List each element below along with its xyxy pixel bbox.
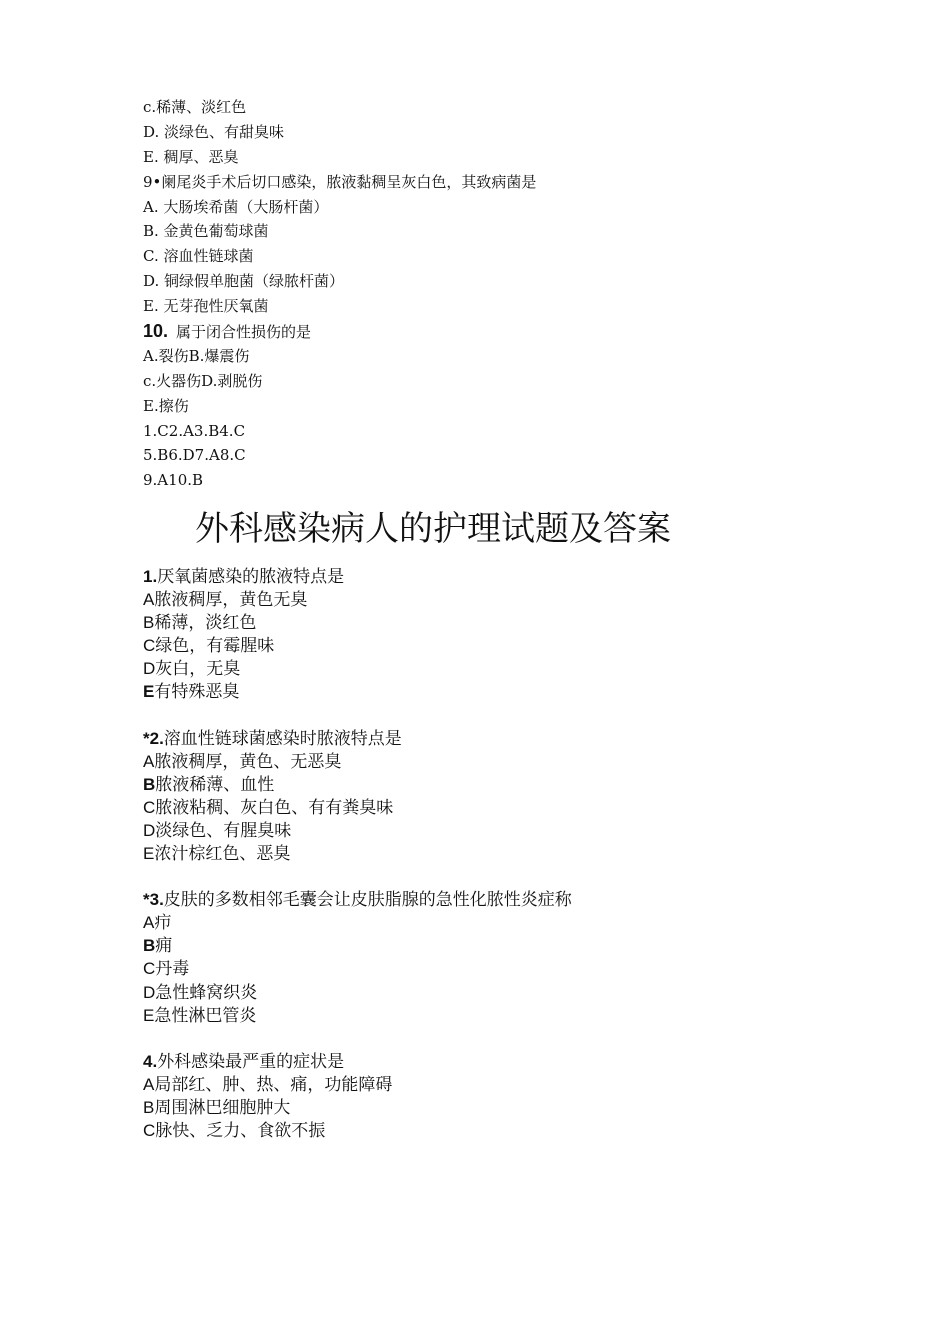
option-label: A (143, 1074, 155, 1094)
answer-key-line: 5.B6.D7.A8.C (143, 446, 246, 465)
option-line (143, 1119, 863, 1142)
option-line: D. 铜绿假单胞菌（绿脓杆菌） (143, 272, 345, 291)
option-text: 痈 (155, 936, 173, 957)
option-label: C (143, 636, 156, 656)
option-label: B (143, 774, 156, 794)
question-9: 9•阑尾炎手术后切口感染，脓液黏稠呈灰白色，其致病菌是 (143, 172, 537, 191)
question-number: 4. (143, 1051, 158, 1071)
option-line (143, 819, 863, 842)
question-line (143, 565, 863, 588)
option-label: E (143, 682, 155, 702)
option-label: C (143, 1120, 156, 1140)
question-block (143, 888, 863, 1027)
option-text: 急性淋巴管炎 (154, 1005, 257, 1026)
option-line (143, 634, 863, 657)
option-line: A. 大肠埃希菌（大肠杆菌） (143, 197, 329, 216)
question-number: *3. (143, 890, 164, 910)
question-number: *2. (143, 728, 164, 748)
option-line (143, 934, 863, 957)
option-text: 急性蜂窝织炎 (155, 982, 258, 1003)
option-line: B. 金黄色葡萄球菌 (143, 222, 269, 241)
question-block (143, 565, 863, 704)
option-line (143, 657, 863, 680)
option-line (143, 611, 863, 634)
question-text: 属于闭合性损伤的是 (176, 323, 312, 342)
option-text: 局部红、肿、热、痛，功能障碍 (154, 1074, 393, 1095)
option-label: C (143, 797, 156, 817)
option-label: A (143, 590, 155, 610)
option-line: c.稀薄、淡红色 (143, 98, 247, 116)
option-text: 脓液粘稠、灰白色、有有粪臭味 (155, 797, 394, 818)
option-line (143, 981, 863, 1004)
option-label: A (143, 913, 155, 933)
option-text: 脓液稀薄、血性 (155, 774, 275, 795)
option-label: C (143, 959, 156, 979)
question-number: 1. (143, 567, 158, 586)
question-block (143, 1050, 863, 1142)
option-line (143, 588, 863, 611)
option-line (143, 680, 863, 703)
option-label: B (143, 936, 156, 956)
question-line (143, 1050, 863, 1073)
option-text: 脓液稠厚，黄色无臭 (154, 590, 308, 611)
option-label: B (143, 613, 155, 633)
option-text: 浓汁棕红色、恶臭 (154, 844, 291, 865)
option-line: E.擦伤 (143, 396, 189, 415)
option-text: 疖 (154, 913, 172, 934)
option-text: 丹毒 (155, 959, 190, 980)
option-text: 有特殊恶臭 (154, 682, 240, 703)
option-line (143, 1004, 863, 1027)
option-text: 周围淋巴细胞肿大 (154, 1097, 291, 1118)
question-text: 溶血性链球菌感染时脓液特点是 (163, 728, 402, 749)
document-title: 外科感染病人的护理试题及答案 (195, 509, 671, 549)
question-line (143, 888, 863, 911)
option-line: A.裂伤B.爆震伤 (143, 346, 250, 365)
option-text: 脓液稠厚，黄色、无恶臭 (154, 751, 342, 772)
option-text: 绿色，有霉腥味 (155, 636, 275, 657)
question-number: 10. (143, 321, 169, 342)
option-text: 淡绿色、有腥臭味 (155, 820, 292, 841)
option-line: C. 溶血性链球菌 (143, 247, 254, 266)
answer-key-line: 1.C2.A3.B4.C (143, 421, 246, 440)
question-10 (143, 319, 843, 344)
option-line (143, 1096, 863, 1119)
option-line: D. 淡绿色、有甜臭味 (143, 122, 285, 141)
option-text: 灰白，无臭 (155, 659, 241, 680)
option-line (143, 911, 863, 934)
option-label: D (143, 982, 156, 1002)
option-line: E. 无芽孢性厌氧菌 (143, 297, 269, 316)
option-label: D (143, 659, 156, 679)
option-label: B (143, 1097, 155, 1117)
option-line (143, 842, 863, 865)
question-block (143, 727, 863, 866)
option-line (143, 773, 863, 796)
option-text: 稀薄，淡红色 (154, 613, 257, 634)
question-text: 厌氧菌感染的脓液特点是 (157, 567, 345, 587)
option-line (143, 957, 863, 980)
question-text: 外科感染最严重的症状是 (157, 1051, 345, 1072)
option-line (143, 1073, 863, 1096)
question-line (143, 727, 863, 750)
option-line (143, 750, 863, 773)
option-text: 脉快、乏力、食欲不振 (155, 1120, 326, 1141)
question-text: 皮肤的多数相邻毛囊会让皮肤脂腺的急性化脓性炎症称 (163, 890, 572, 911)
option-line (143, 796, 863, 819)
answer-key-line: 9.A10.B (143, 471, 204, 490)
option-label: A (143, 751, 155, 771)
questions-section (143, 565, 863, 1165)
option-label: E (143, 1005, 155, 1025)
option-line: c.火器伤D.剥脱伤 (143, 371, 263, 390)
option-label: D (143, 820, 156, 840)
option-label: E (143, 844, 155, 864)
option-line: E. 稠厚、恶臭 (143, 147, 239, 166)
previous-answers-section (143, 95, 843, 493)
